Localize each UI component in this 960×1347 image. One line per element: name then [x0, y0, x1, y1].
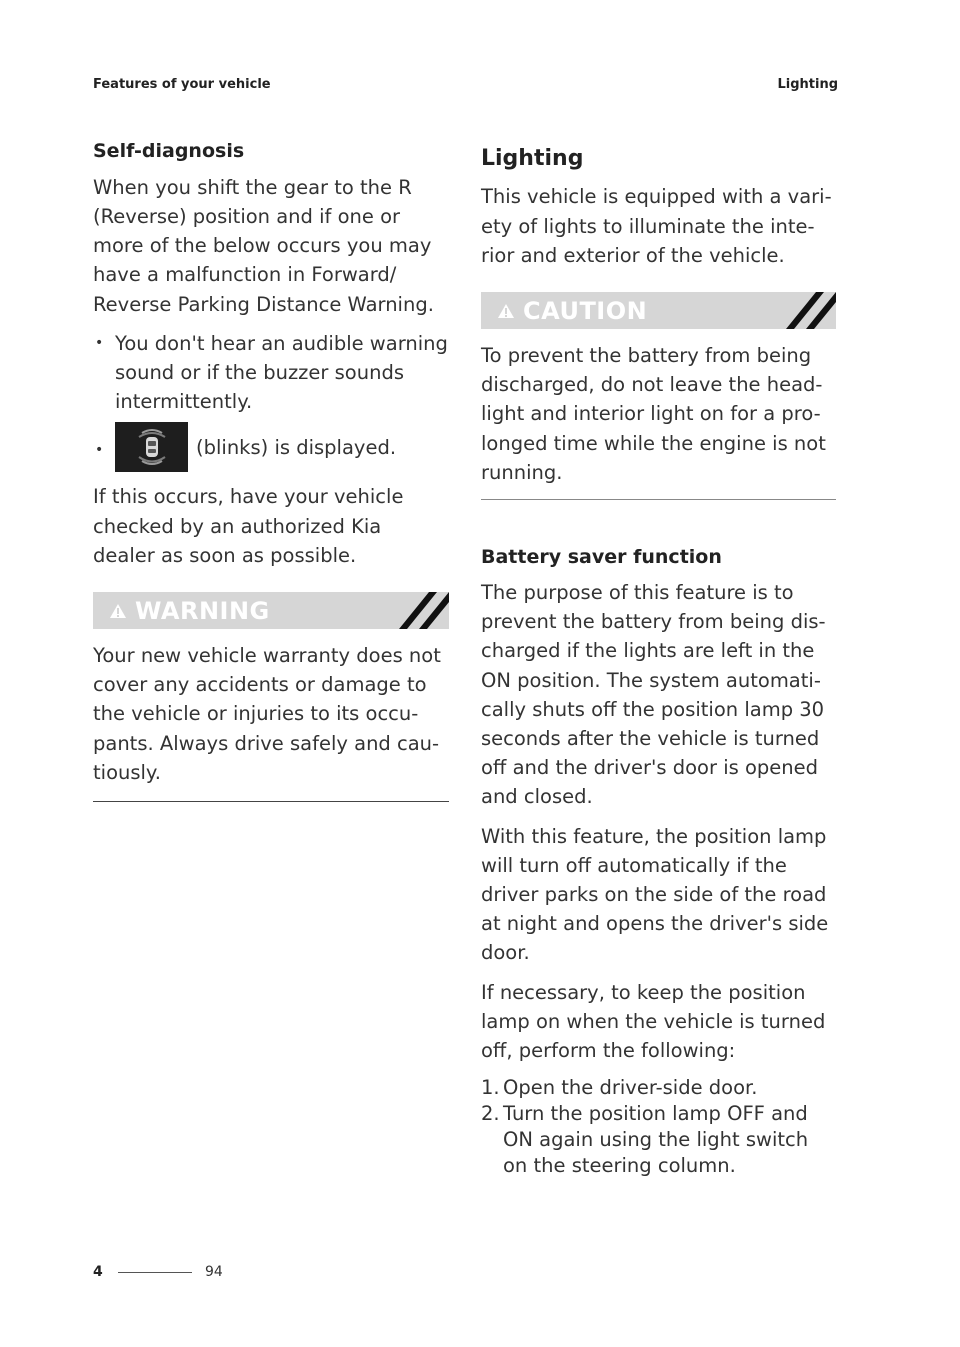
- battery-saver-steps: [481, 1075, 836, 1179]
- right-column: [481, 140, 836, 1179]
- warning-text: Your new vehicle warranty does not cover any accidents or damage to the vehicle or injuries to its occu- pants. Always drive safely and cau- tiously.: [93, 644, 441, 784]
- blinks-text: • (blinks) is displayed.: [196, 435, 397, 459]
- caution-title: CAUTION: [523, 296, 648, 325]
- lighting-heading: Lighting: [481, 146, 584, 171]
- battery-saver-feature: With this feature, the position lamp will turn off automatically if the driver parks on the side of the road at night and opens the driver's side door.: [481, 824, 829, 965]
- parking-sensor-icon: [115, 422, 188, 472]
- caution-slashes-icon: [776, 292, 836, 329]
- self-diagnosis-intro: When you shift the gear to the R (Reverse) position and if one or more of the below occurs you may have a malfunction in Forward/ Reverse Parking Distance Warning.: [93, 175, 434, 316]
- warning-title: WARNING: [135, 596, 270, 625]
- battery-saver-purpose: The purpose of this feature is to prevent the battery from being dis- charged if the lights are left in the ON position. The system automati- cally shuts off the position lamp 30 seconds after the vehicle is turned off and the driver's door is opened and closed.: [481, 581, 826, 809]
- list-item: [481, 1075, 836, 1101]
- caution-divider: [481, 499, 836, 500]
- warning-divider: [93, 801, 449, 802]
- chapter-number: 4: [93, 1264, 103, 1280]
- self-diagnosis-heading: Self-diagnosis: [93, 140, 245, 162]
- caution-triangle-icon: [497, 303, 515, 319]
- list-item: [93, 422, 449, 472]
- header-section: Features of your vehicle: [93, 77, 271, 92]
- header-topic: Lighting: [777, 77, 838, 92]
- list-item: • You don't hear an audible warning sound or if the buzzer sounds intermittently.: [93, 329, 449, 417]
- warning-bar: [93, 592, 449, 629]
- warning-slashes-icon: [389, 592, 449, 629]
- warning-triangle-icon: [109, 603, 127, 619]
- battery-saver-heading: Battery saver function: [481, 546, 722, 569]
- lighting-intro: This vehicle is equipped with a vari- ety of lights to illuminate the inte- rior and exterior of the vehicle.: [481, 185, 832, 267]
- step-number: 2.: [481, 1102, 500, 1126]
- self-diagnosis-bullets: [93, 329, 449, 473]
- step-number: 1.: [481, 1076, 500, 1100]
- step-text: Turn the position lamp OFF and ON again using the light switch on the steering column.: [503, 1102, 809, 1178]
- caution-text: To prevent the battery from being discharged, do not leave the head- light and interior light on for a pro- longed time while the engine is not running.: [481, 344, 826, 484]
- caution-bar: [481, 292, 836, 329]
- page-number: 94: [205, 1264, 223, 1280]
- list-item: [481, 1101, 836, 1179]
- left-column: [93, 140, 449, 802]
- dealer-advice: If this occurs, have your vehicle checked by an authorized Kia dealer as soon as possible.: [93, 485, 404, 567]
- footer-divider: [118, 1272, 192, 1273]
- step-text: Open the driver-side door.: [503, 1076, 758, 1100]
- battery-saver-instructions: If necessary, to keep the position lamp on when the vehicle is turned off, perform the following:: [481, 980, 826, 1063]
